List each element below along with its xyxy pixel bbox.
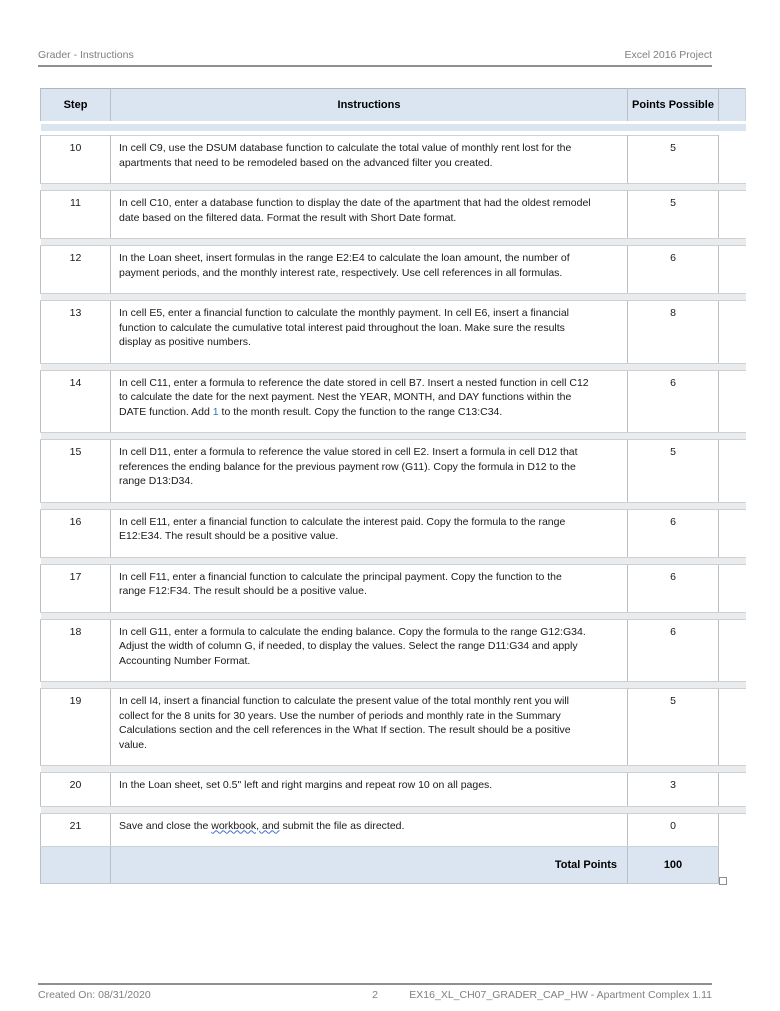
band-cell (628, 239, 719, 246)
instruction-segment: In the Loan sheet, insert formulas in the range E2:E4 to calculate the loan amount, the number of payment periods, and the monthly interest rate, respectively. Use cell references in all formulas. (119, 252, 570, 279)
band-cell (41, 294, 111, 301)
band-cell (719, 766, 746, 773)
instructions-table-body (41, 136, 746, 847)
points-cell: 6 (628, 246, 719, 294)
table-row (41, 689, 746, 766)
band-cell (719, 806, 746, 813)
step-cell: 10 (41, 136, 111, 184)
instruction-cell (111, 136, 628, 184)
row-separator-band (41, 239, 746, 246)
table-row (41, 509, 746, 557)
instruction-cell (111, 813, 628, 847)
row-separator-band (41, 433, 746, 440)
points-cell: 3 (628, 773, 719, 807)
points-cell: 8 (628, 301, 719, 364)
band-cell (41, 363, 111, 370)
band-cell (41, 184, 111, 191)
total-points-label: Total Points (111, 847, 628, 884)
row-separator-band (41, 557, 746, 564)
band-cell (111, 682, 628, 689)
instruction-cell (111, 246, 628, 294)
instruction-segment: In cell E5, enter a financial function to calculate the monthly payment. In cell E6, insert a financial function to calculate the cumulative total interest paid throughout the loan. Make sure the results display as positive numbers. (119, 307, 569, 348)
band-cell (41, 557, 111, 564)
band-cell (628, 502, 719, 509)
band-cell (628, 557, 719, 564)
spacer-cell (719, 246, 746, 294)
step-cell: 20 (41, 773, 111, 807)
instruction-cell (111, 773, 628, 807)
instruction-segment: Save and close the (119, 819, 212, 832)
table-row (41, 440, 746, 503)
band-cell (111, 363, 628, 370)
page-number: 2 (372, 989, 378, 1001)
band-cell (719, 123, 746, 132)
band-cell (41, 502, 111, 509)
header-band (41, 123, 746, 132)
points-cell: 6 (628, 509, 719, 557)
step-cell: 17 (41, 564, 111, 612)
table-row (41, 813, 746, 847)
band-cell (719, 363, 746, 370)
band-cell (628, 294, 719, 301)
instruction-segment: In cell E11, enter a financial function to calculate the interest paid. Copy the formula to the range E12:E34. The result should be a positive value. (119, 515, 566, 542)
spacer-cell (719, 813, 746, 847)
table-row (41, 619, 746, 682)
spacer-cell (719, 440, 746, 503)
band-cell (719, 612, 746, 619)
table-row (41, 564, 746, 612)
table-row (41, 191, 746, 239)
band-cell (111, 557, 628, 564)
step-cell: 16 (41, 509, 111, 557)
row-separator-band (41, 294, 746, 301)
band-cell (41, 766, 111, 773)
step-cell: 15 (41, 440, 111, 503)
band-cell (719, 557, 746, 564)
header-left-text: Grader - Instructions (38, 49, 134, 61)
instruction-cell (111, 689, 628, 766)
band-cell (719, 239, 746, 246)
spacer-cell (719, 619, 746, 682)
instruction-cell (111, 509, 628, 557)
band-cell (719, 433, 746, 440)
row-separator-band (41, 363, 746, 370)
table-row (41, 246, 746, 294)
band-cell (111, 123, 628, 132)
spacer-cell (719, 773, 746, 807)
band-cell (41, 239, 111, 246)
table-row (41, 301, 746, 364)
instruction-cell (111, 619, 628, 682)
spacer-cell (719, 509, 746, 557)
band-cell (628, 766, 719, 773)
instruction-segment: In cell I4, insert a financial function to calculate the present value of the total monthly rent you will collect for the 8 units for 30 years. Use the number of periods and monthly rate in the Summary Calculations section and the cell references in the What If section. The result should be a positive value. (119, 695, 571, 751)
band-cell (111, 502, 628, 509)
instruction-segment: to the month result. Copy the function to the range C13:C34. (218, 405, 503, 418)
row-separator-band (41, 766, 746, 773)
step-cell: 18 (41, 619, 111, 682)
instructions-table-container (40, 88, 745, 884)
step-cell: 13 (41, 301, 111, 364)
column-header-step: Step (41, 89, 111, 123)
row-separator-band (41, 184, 746, 191)
band-cell (628, 806, 719, 813)
step-cell: 11 (41, 191, 111, 239)
instruction-cell (111, 370, 628, 433)
band-cell (628, 123, 719, 132)
instruction-segment: In cell C10, enter a database function to display the date of the apartment that had the oldest remodel date based on the filtered data. Format the result with Short Date format. (119, 197, 591, 224)
total-points-row (41, 847, 746, 884)
instruction-segment: In cell D11, enter a formula to reference the value stored in cell E2. Insert a formula in cell D12 that references the ending balance for the previous payment row (G11). Copy the formula in D12 to the range D13:D34. (119, 446, 578, 487)
band-cell (719, 294, 746, 301)
band-cell (111, 184, 628, 191)
instruction-segment: In cell G11, enter a formula to calculate the ending balance. Copy the formula to the range G12:G34. Adjust the width of column G, if needed, to display the values. Select the range D11:G34 and apply Accounting Number Format. (119, 625, 586, 667)
instruction-cell (111, 301, 628, 364)
row-separator-band (41, 682, 746, 689)
footer-right-text: EX16_XL_CH07_GRADER_CAP_HW - Apartment Complex 1.11 (409, 989, 712, 1001)
instruction-segment: submit the file as directed. (279, 819, 405, 832)
band-cell (628, 682, 719, 689)
instruction-segment: In cell C9, use the DSUM database function to calculate the total value of monthly rent lost for the apartments that need to be remodeled based on the advanced filter you created. (119, 142, 572, 169)
instruction-cell (111, 440, 628, 503)
band-cell (628, 612, 719, 619)
band-cell (41, 682, 111, 689)
spacer-cell (719, 564, 746, 612)
instruction-segment-wavy: workbook, and (211, 819, 280, 832)
column-header-points: Points Possible (628, 89, 719, 123)
row-separator-band (41, 612, 746, 619)
instruction-segment: In cell F11, enter a financial function to calculate the principal payment. Copy the function to the range F12:F34. The result should be a positive value. (119, 570, 562, 597)
row-separator-band (41, 806, 746, 813)
band-cell (41, 433, 111, 440)
table-row (41, 370, 746, 433)
band-cell (41, 612, 111, 619)
points-cell: 5 (628, 136, 719, 184)
points-cell: 6 (628, 564, 719, 612)
points-cell: 5 (628, 689, 719, 766)
table-row (41, 773, 746, 807)
running-header (38, 40, 712, 67)
band-cell (111, 612, 628, 619)
total-empty-cell (41, 847, 111, 884)
band-cell (111, 433, 628, 440)
points-cell: 5 (628, 191, 719, 239)
band-cell (719, 184, 746, 191)
spacer-cell (719, 136, 746, 184)
column-header-spacer (719, 89, 746, 123)
table-header-row (41, 89, 746, 123)
points-cell: 0 (628, 813, 719, 847)
instruction-segment-blue: 1 (212, 405, 219, 418)
footer-left-text: Created On: 08/31/2020 (38, 989, 151, 1001)
instruction-segment: In cell C11, enter a formula to reference the date stored in cell B7. Insert a nested function in cell C12 to calculate the date for the next payment. Nest the YEAR, MONTH, and DAY functions within the DATE function. Add (119, 376, 589, 418)
instruction-cell (111, 191, 628, 239)
spacer-cell (719, 191, 746, 239)
step-cell: 14 (41, 370, 111, 433)
band-cell (41, 123, 111, 132)
instructions-table (40, 88, 746, 884)
instruction-cell (111, 564, 628, 612)
table-row (41, 136, 746, 184)
band-cell (628, 363, 719, 370)
column-header-instructions: Instructions (111, 89, 628, 123)
band-cell (41, 806, 111, 813)
spacer-cell (719, 301, 746, 364)
instruction-segment: In the Loan sheet, set 0.5" left and right margins and repeat row 10 on all pages. (119, 779, 493, 791)
band-cell (719, 682, 746, 689)
points-cell: 5 (628, 440, 719, 503)
band-cell (628, 433, 719, 440)
spacer-cell (719, 689, 746, 766)
band-cell (111, 239, 628, 246)
points-cell: 6 (628, 619, 719, 682)
total-points-value: 100 (628, 847, 719, 884)
header-right-text: Excel 2016 Project (624, 49, 712, 61)
points-cell: 6 (628, 370, 719, 433)
step-cell: 21 (41, 813, 111, 847)
running-footer (38, 983, 712, 1001)
band-cell (111, 766, 628, 773)
band-cell (628, 184, 719, 191)
step-cell: 12 (41, 246, 111, 294)
spacer-cell (719, 370, 746, 433)
step-cell: 19 (41, 689, 111, 766)
row-separator-band (41, 502, 746, 509)
band-cell (719, 502, 746, 509)
band-cell (111, 806, 628, 813)
band-cell (111, 294, 628, 301)
table-resize-handle-icon (719, 877, 727, 885)
